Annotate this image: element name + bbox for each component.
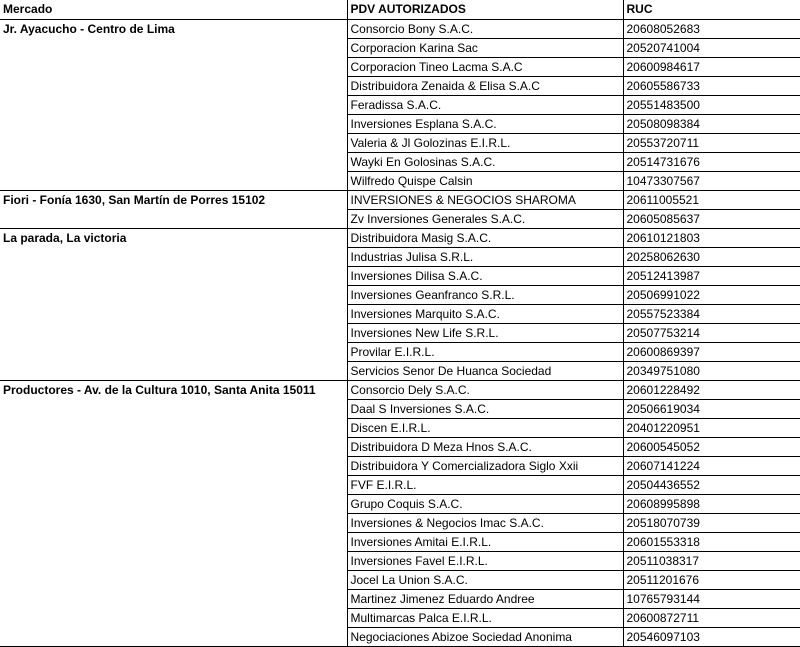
cell-pdv[interactable]: Inversiones Geanfranco S.R.L.: [347, 285, 623, 304]
table-row: [0, 38, 800, 57]
cell-ruc[interactable]: 20401220951: [623, 418, 800, 437]
cell-mercado[interactable]: Fiori - Fonía 1630, San Martín de Porres 15102: [0, 190, 347, 209]
cell-pdv[interactable]: Distribuidora Masig S.A.C.: [347, 228, 623, 247]
cell-ruc[interactable]: 20601553318: [623, 532, 800, 551]
cell-ruc[interactable]: 20557523384: [623, 304, 800, 323]
cell-ruc[interactable]: 20608995898: [623, 494, 800, 513]
table-row: [0, 532, 800, 551]
table-row: [0, 76, 800, 95]
cell-ruc[interactable]: 20608052683: [623, 19, 800, 38]
cell-mercado[interactable]: [0, 38, 347, 57]
table-row: [0, 418, 800, 437]
cell-mercado[interactable]: La parada, La victoria: [0, 228, 347, 247]
header-pdv[interactable]: PDV AUTORIZADOS: [347, 0, 623, 19]
header-mercado[interactable]: Mercado: [0, 0, 347, 19]
cell-mercado[interactable]: [0, 57, 347, 76]
cell-ruc[interactable]: 20512413987: [623, 266, 800, 285]
cell-mercado[interactable]: [0, 342, 347, 361]
cell-ruc[interactable]: 20600869397: [623, 342, 800, 361]
cell-pdv[interactable]: Inversiones Esplana S.A.C.: [347, 114, 623, 133]
cell-mercado[interactable]: [0, 114, 347, 133]
cell-pdv[interactable]: Jocel La Union S.A.C.: [347, 570, 623, 589]
cell-ruc[interactable]: 20611005521: [623, 190, 800, 209]
cell-ruc[interactable]: 20546097103: [623, 627, 800, 646]
cell-pdv[interactable]: Corporacion Karina Sac: [347, 38, 623, 57]
table-row: [0, 133, 800, 152]
cell-mercado[interactable]: [0, 437, 347, 456]
table-row: [0, 228, 800, 247]
cell-pdv[interactable]: Discen E.I.R.L.: [347, 418, 623, 437]
table-row: [0, 95, 800, 114]
table-row: [0, 152, 800, 171]
cell-ruc[interactable]: 20605085637: [623, 209, 800, 228]
table-row: [0, 361, 800, 380]
table-row: [0, 608, 800, 627]
table-row: [0, 437, 800, 456]
table-row: [0, 285, 800, 304]
table-row: [0, 570, 800, 589]
cell-ruc[interactable]: 20506619034: [623, 399, 800, 418]
cell-ruc[interactable]: 20600545052: [623, 437, 800, 456]
table-row: [0, 475, 800, 494]
cell-mercado[interactable]: [0, 323, 347, 342]
table-row: [0, 494, 800, 513]
table-row: [0, 266, 800, 285]
cell-ruc[interactable]: 20258062630: [623, 247, 800, 266]
cell-mercado[interactable]: [0, 513, 347, 532]
cell-mercado[interactable]: [0, 133, 347, 152]
cell-ruc[interactable]: 20514731676: [623, 152, 800, 171]
cell-pdv[interactable]: Wilfredo Quispe Calsin: [347, 171, 623, 190]
cell-mercado[interactable]: [0, 361, 347, 380]
cell-mercado[interactable]: [0, 418, 347, 437]
table-row: [0, 247, 800, 266]
cell-pdv[interactable]: Inversiones & Negocios Imac S.A.C.: [347, 513, 623, 532]
cell-mercado[interactable]: [0, 247, 347, 266]
cell-mercado[interactable]: [0, 532, 347, 551]
cell-pdv[interactable]: Zv Inversiones Generales S.A.C.: [347, 209, 623, 228]
table-row: [0, 380, 800, 399]
cell-ruc[interactable]: 20600872711: [623, 608, 800, 627]
cell-ruc[interactable]: 20511038317: [623, 551, 800, 570]
table-row: [0, 209, 800, 228]
table-row: [0, 627, 800, 646]
table-row: [0, 456, 800, 475]
header-row: [0, 0, 800, 19]
table-row: [0, 57, 800, 76]
cell-pdv[interactable]: Inversiones Marquito S.A.C.: [347, 304, 623, 323]
cell-pdv[interactable]: Multimarcas Palca E.I.R.L.: [347, 608, 623, 627]
cell-pdv[interactable]: Corporacion Tineo Lacma S.A.C: [347, 57, 623, 76]
cell-mercado[interactable]: [0, 475, 347, 494]
cell-mercado[interactable]: [0, 570, 347, 589]
cell-pdv[interactable]: Consorcio Dely S.A.C.: [347, 380, 623, 399]
cell-mercado[interactable]: [0, 171, 347, 190]
cell-pdv[interactable]: Industrias Julisa S.R.L.: [347, 247, 623, 266]
table-row: [0, 114, 800, 133]
cell-ruc[interactable]: 20518070739: [623, 513, 800, 532]
cell-pdv[interactable]: Inversiones Amitai E.I.R.L.: [347, 532, 623, 551]
cell-ruc[interactable]: 20605586733: [623, 76, 800, 95]
cell-mercado[interactable]: Productores - Av. de la Cultura 1010, Santa Anita 15011: [0, 380, 347, 399]
cell-ruc[interactable]: 10765793144: [623, 589, 800, 608]
table-row: [0, 342, 800, 361]
table-row: [0, 551, 800, 570]
table-row: [0, 171, 800, 190]
cell-ruc[interactable]: 10473307567: [623, 171, 800, 190]
cell-pdv[interactable]: Martinez Jimenez Eduardo Andree: [347, 589, 623, 608]
cell-ruc[interactable]: 20506991022: [623, 285, 800, 304]
table-row: [0, 323, 800, 342]
cell-ruc[interactable]: 20601228492: [623, 380, 800, 399]
header-ruc[interactable]: RUC: [623, 0, 800, 19]
cell-pdv[interactable]: Inversiones Dilisa S.A.C.: [347, 266, 623, 285]
cell-mercado[interactable]: [0, 304, 347, 323]
cell-pdv[interactable]: Inversiones New Life S.R.L.: [347, 323, 623, 342]
cell-pdv[interactable]: Grupo Coquis S.A.C.: [347, 494, 623, 513]
cell-pdv[interactable]: Consorcio Bony S.A.C.: [347, 19, 623, 38]
table-row: [0, 589, 800, 608]
cell-mercado[interactable]: [0, 399, 347, 418]
cell-ruc[interactable]: 20607141224: [623, 456, 800, 475]
cell-pdv[interactable]: Distribuidora Y Comercializadora Siglo Xxii: [347, 456, 623, 475]
table-row: [0, 304, 800, 323]
cell-ruc[interactable]: 20504436552: [623, 475, 800, 494]
table-row: [0, 19, 800, 38]
cell-ruc[interactable]: 20349751080: [623, 361, 800, 380]
cell-pdv[interactable]: Provilar E.I.R.L.: [347, 342, 623, 361]
cell-ruc[interactable]: 20600984617: [623, 57, 800, 76]
cell-ruc[interactable]: 20520741004: [623, 38, 800, 57]
cell-mercado[interactable]: [0, 76, 347, 95]
cell-mercado[interactable]: [0, 285, 347, 304]
cell-ruc[interactable]: 20507753214: [623, 323, 800, 342]
cell-mercado[interactable]: [0, 589, 347, 608]
cell-mercado[interactable]: [0, 95, 347, 114]
cell-mercado[interactable]: [0, 266, 347, 285]
cell-mercado[interactable]: [0, 494, 347, 513]
cell-pdv[interactable]: Wayki En Golosinas S.A.C.: [347, 152, 623, 171]
cell-pdv[interactable]: Distribuidora Zenaida & Elisa S.A.C: [347, 76, 623, 95]
cell-ruc[interactable]: 20610121803: [623, 228, 800, 247]
cell-ruc[interactable]: 20551483500: [623, 95, 800, 114]
cell-pdv[interactable]: Negociaciones Abizoe Sociedad Anonima: [347, 627, 623, 646]
cell-mercado[interactable]: Jr. Ayacucho - Centro de Lima: [0, 19, 347, 38]
cell-mercado[interactable]: [0, 456, 347, 475]
cell-mercado[interactable]: [0, 209, 347, 228]
table-row: [0, 399, 800, 418]
cell-pdv[interactable]: Distribuidora D Meza Hnos S.A.C.: [347, 437, 623, 456]
cell-pdv[interactable]: FVF E.I.R.L.: [347, 475, 623, 494]
table-row: [0, 513, 800, 532]
cell-pdv[interactable]: Daal S Inversiones S.A.C.: [347, 399, 623, 418]
cell-mercado[interactable]: [0, 152, 347, 171]
cell-ruc[interactable]: 20508098384: [623, 114, 800, 133]
table-row: [0, 190, 800, 209]
cell-mercado[interactable]: [0, 608, 347, 627]
cell-pdv[interactable]: Inversiones Favel E.I.R.L.: [347, 551, 623, 570]
cell-ruc[interactable]: 20511201676: [623, 570, 800, 589]
cell-mercado[interactable]: [0, 551, 347, 570]
cell-pdv[interactable]: Feradissa S.A.C.: [347, 95, 623, 114]
cell-pdv[interactable]: INVERSIONES & NEGOCIOS SHAROMA: [347, 190, 623, 209]
table-body: [0, 19, 800, 646]
cell-mercado[interactable]: [0, 627, 347, 646]
cell-pdv[interactable]: Valeria & Jl Golozinas E.I.R.L.: [347, 133, 623, 152]
cell-ruc[interactable]: 20553720711: [623, 133, 800, 152]
cell-pdv[interactable]: Servicios Senor De Huanca Sociedad: [347, 361, 623, 380]
